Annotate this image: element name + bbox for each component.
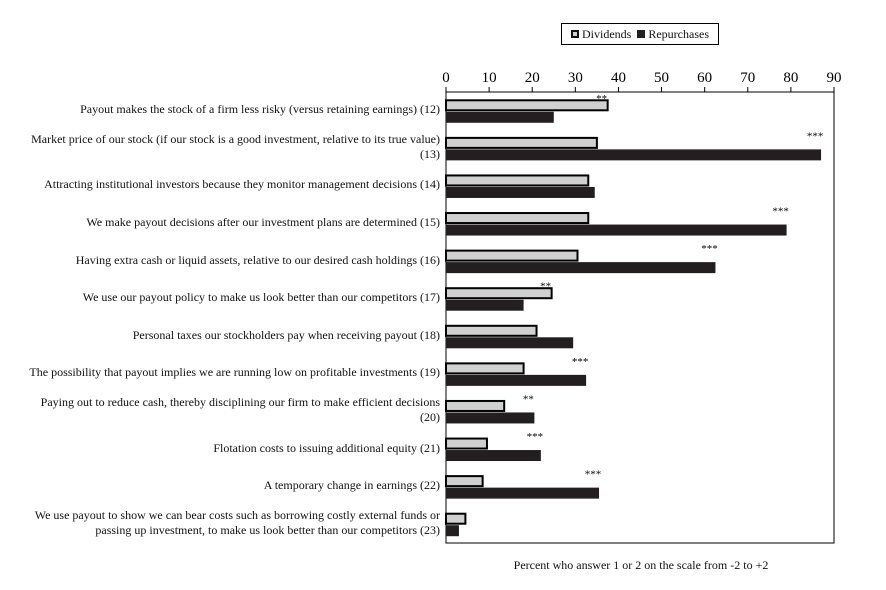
significance-marker-5: *** (701, 243, 718, 256)
category-label-12: We use payout to show we can bear costs such as borrowing costly external funds or passing up investment, to make us look better than our competitors (23) (34, 508, 440, 538)
category-label-6: We use our payout policy to make us look better than our competitors (17) (82, 290, 440, 305)
significance-marker-10: *** (526, 431, 544, 444)
bar-repurchases-10 (446, 450, 541, 461)
significance-marker-6: ** (540, 280, 552, 293)
significance-marker-4: *** (772, 205, 789, 218)
bar-repurchases-5 (446, 262, 715, 273)
bar-dividends-6 (446, 288, 552, 298)
bar-dividends-4 (446, 213, 588, 223)
bar-repurchases-1 (446, 112, 554, 123)
bar-dividends-8 (446, 363, 524, 373)
legend-item-repurchases (637, 27, 709, 42)
bar-dividends-3 (446, 175, 588, 185)
bar-repurchases-4 (446, 225, 787, 236)
legend-label-repurchases: Repurchases (648, 26, 709, 41)
x-tick-label-0: 0 (442, 70, 450, 86)
x-tick-label-70: 70 (740, 70, 756, 86)
significance-marker-1: ** (596, 92, 608, 105)
category-label-10: Flotation costs to issuing additional equity (21) (213, 440, 440, 455)
bar-dividends-10 (446, 439, 487, 449)
legend (561, 23, 719, 45)
bar-repurchases-3 (446, 187, 595, 198)
bar-dividends-9 (446, 401, 504, 411)
bar-dividends-5 (446, 251, 577, 261)
category-label-9: Paying out to reduce cash, thereby disciplining our firm to make efficient decisions (20) (40, 395, 440, 425)
x-tick-label-90: 90 (826, 70, 842, 86)
bar-repurchases-8 (446, 375, 586, 386)
bar-repurchases-2 (446, 149, 821, 160)
x-tick-label-80: 80 (783, 70, 799, 86)
x-tick-label-50: 50 (654, 70, 670, 86)
category-label-7: Personal taxes our stockholders pay when receiving payout (18) (132, 327, 440, 342)
legend-swatch-repurchases (637, 30, 645, 38)
category-label-5: Having extra cash or liquid assets, relative to our desired cash holdings (16) (75, 252, 440, 267)
x-tick-label-60: 60 (697, 70, 713, 86)
category-label-1: Payout makes the stock of a firm less risky (versus retaining earnings) (12) (80, 102, 440, 117)
bar-repurchases-6 (446, 300, 524, 311)
category-label-4: We make payout decisions after our investment plans are determined (15) (86, 215, 440, 230)
x-tick-label-30: 30 (567, 70, 583, 86)
x-tick-label-40: 40 (610, 70, 626, 86)
significance-marker-9: ** (522, 393, 534, 406)
bar-repurchases-12 (446, 525, 459, 536)
legend-label-dividends: Dividends (582, 26, 632, 41)
x-tick-label-20: 20 (524, 70, 540, 86)
category-label-11: A temporary change in earnings (22) (263, 478, 440, 493)
bar-dividends-11 (446, 476, 483, 486)
significance-marker-11: *** (584, 468, 602, 481)
bar-repurchases-7 (446, 337, 573, 348)
significance-marker-2: *** (806, 130, 824, 143)
legend-item-dividends (571, 27, 631, 42)
bar-dividends-1 (446, 100, 608, 110)
x-tick-label-10: 10 (481, 70, 497, 86)
bar-repurchases-9 (446, 412, 534, 423)
bar-dividends-12 (446, 514, 465, 524)
bar-dividends-7 (446, 326, 537, 336)
x-axis-label: Percent who answer 1 or 2 on the scale from -2 to +2 (513, 558, 769, 572)
significance-marker-8: *** (571, 355, 589, 368)
bar-dividends-2 (446, 138, 597, 148)
category-label-8: The possibility that payout implies we are running low on profitable investments (19) (29, 365, 440, 380)
category-label-2: Market price of our stock (if our stock is a good investment, relative to its true value) (13) (31, 132, 440, 162)
bar-repurchases-11 (446, 488, 599, 499)
legend-swatch-dividends (571, 30, 579, 38)
category-label-3: Attracting institutional investors because they monitor management decisions (14) (44, 177, 440, 192)
